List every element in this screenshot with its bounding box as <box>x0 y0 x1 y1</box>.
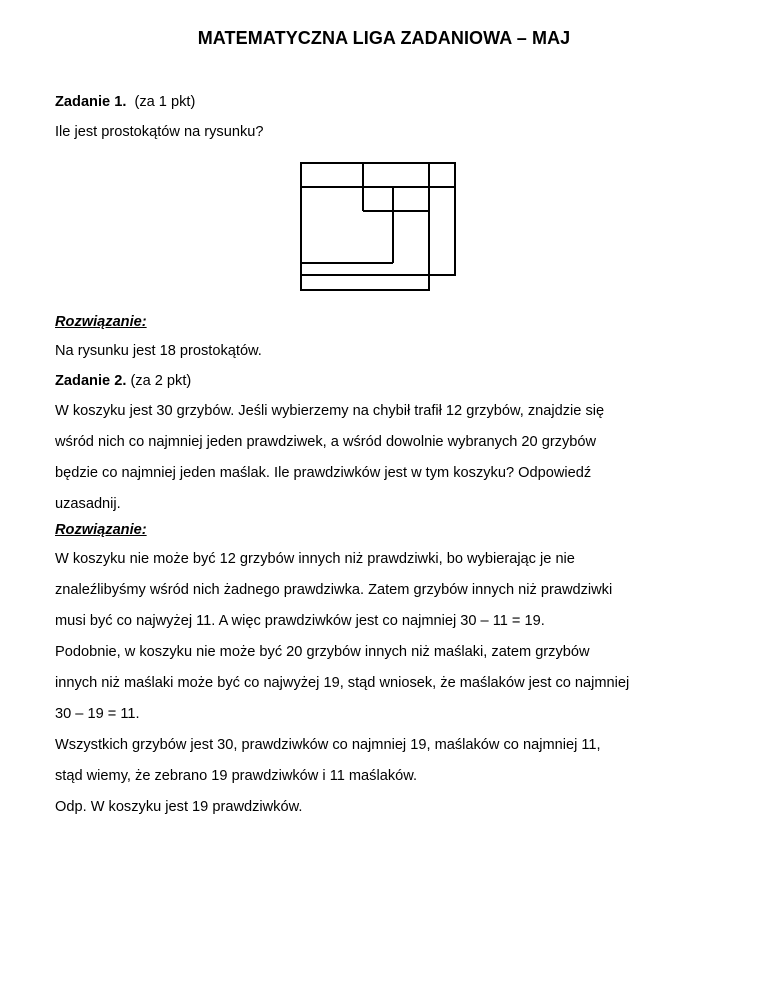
task2-heading: Zadanie 2. <box>55 373 127 389</box>
task2-solution-line: 30 – 19 = 11. <box>55 706 140 722</box>
task1-solution-text: Na rysunku jest 18 prostokątów. <box>55 343 262 359</box>
task2-solution-label: Rozwiązanie: <box>55 522 147 538</box>
rectangles-drawing <box>297 160 459 294</box>
task2-solution-line: znaleźlibyśmy wśród nich żadnego prawdziwka. Zatem grzybów innych niż prawdziwki <box>55 582 613 598</box>
task1-question: Ile jest prostokątów na rysunku? <box>55 124 264 140</box>
task2-question-line: będzie co najmniej jeden maślak. Ile prawdziwków jest w tym koszyku? Odpowiedź <box>55 465 592 481</box>
task2-header <box>55 373 191 389</box>
task2-solution-line: Wszystkich grzybów jest 30, prawdziwków co najmniej 19, maślaków co najmniej 11, <box>55 737 601 753</box>
task2-question-line: W koszyku jest 30 grzybów. Jeśli wybierzemy na chybił trafił 12 grzybów, znajdzie się <box>55 403 605 419</box>
rectangles-figure <box>297 160 459 294</box>
figure-outer-square <box>301 163 455 275</box>
task2-solution-line: Podobnie, w koszyku nie może być 20 grzybów innych niż maślaki, zatem grzybów <box>55 644 590 660</box>
task2-question-line: wśród nich co najmniej jeden prawdziwek, a wśród dowolnie wybranych 20 grzybów <box>55 434 597 450</box>
task2-solution-line: musi być co najwyżej 11. A więc prawdziwków jest co najmniej 30 – 11 = 19. <box>55 613 545 629</box>
figure-bottom-rectangle <box>301 275 429 290</box>
task1-heading: Zadanie 1. <box>55 94 127 110</box>
page-title: MATEMATYCZNA LIGA ZADANIOWA – MAJ <box>197 28 571 48</box>
task1-points: (za 1 pkt) <box>134 94 196 110</box>
task1-header <box>55 94 195 110</box>
task2-points: (za 2 pkt) <box>130 373 192 389</box>
task2-solution-line: stąd wiemy, że zebrano 19 prawdziwków i 11 maślaków. <box>55 768 418 784</box>
task2-solution-line: W koszyku nie może być 12 grzybów innych niż prawdziwki, bo wybierając je nie <box>55 551 575 567</box>
task2-question-line: uzasadnij. <box>55 496 121 512</box>
task2-solution-line: innych niż maślaki może być co najwyżej 19, stąd wniosek, że maślaków jest co najmniej <box>55 675 630 691</box>
task2-answer: Odp. W koszyku jest 19 prawdziwków. <box>55 799 303 815</box>
task1-solution-label: Rozwiązanie: <box>55 314 147 330</box>
